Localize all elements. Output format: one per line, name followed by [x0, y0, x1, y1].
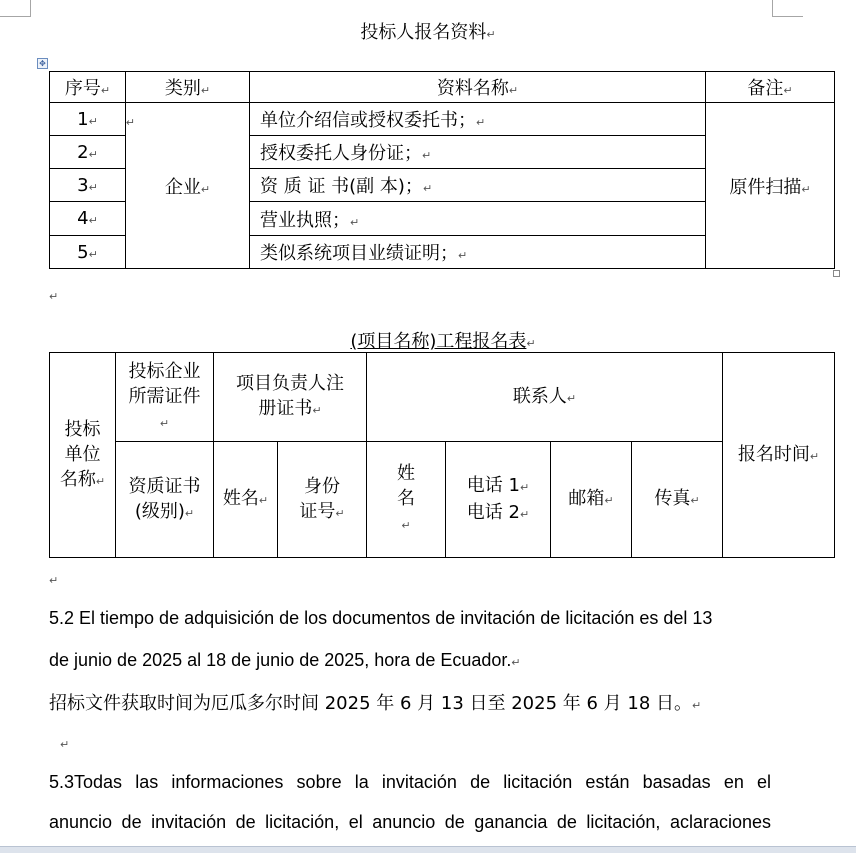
row-no: 1↵ ↵	[50, 103, 126, 136]
fax-header: 传真↵	[632, 442, 723, 558]
header-remark: 备注↵	[706, 72, 835, 103]
material-name: 单位介绍信或授权委托书；↵	[250, 103, 706, 136]
header-category: 类别↵	[126, 72, 250, 103]
header-material-name: 资料名称↵	[250, 72, 706, 103]
paragraph-5-2-es-line2: de junio de 2025 al 18 de junio de 2025, hora de Ecuador.↵	[49, 650, 521, 670]
paragraph-5-3-es-line2: anuncio de invitación de licitación, el anuncio de ganancia de licitación, aclaraciones	[49, 812, 771, 832]
bidder-materials-table	[49, 71, 835, 269]
contact-header: 联系人↵	[367, 353, 723, 442]
table-row	[50, 103, 835, 136]
table-header-row	[50, 72, 835, 103]
email-header: 邮箱↵	[551, 442, 632, 558]
paragraph-5-3-es-line1: 5.3Todas las informaciones sobre la invitación de licitación están basadas en el	[49, 772, 771, 792]
row-no: 2↵	[50, 136, 126, 169]
certs-required-header: 投标企业所需证件↵	[116, 353, 214, 442]
registration-form-title: (项目名称)工程报名表↵	[350, 331, 536, 352]
table-resize-handle[interactable]	[833, 270, 840, 277]
material-name: 资 质 证 书(副 本)；↵	[250, 169, 706, 202]
category-cell: 企业↵	[126, 103, 250, 269]
form-header-row	[50, 353, 835, 442]
crop-mark-top-left	[0, 0, 31, 17]
empty-paragraph-mark: ↵	[49, 290, 59, 303]
row-no: 5↵	[50, 236, 126, 269]
paragraph-5-2-es-line1: 5.2 El tiempo de adquisición de los documentos de invitación de licitación es del 13	[49, 608, 713, 628]
qualification-cert-header: 资质证书(级别)↵	[116, 442, 214, 558]
material-name: 类似系统项目业绩证明；↵	[250, 236, 706, 269]
table-move-handle-icon[interactable]: ✥	[37, 58, 48, 69]
form-subheader-row	[50, 442, 835, 558]
header-no: 序号↵	[50, 72, 126, 103]
empty-paragraph-mark: ↵	[60, 738, 70, 751]
doc-title-bidder-materials: 投标人报名资料↵	[360, 22, 496, 43]
id-number-header: 身份证号↵	[278, 442, 367, 558]
empty-paragraph-mark: ↵	[49, 574, 59, 587]
row-no: 4↵	[50, 202, 126, 236]
crop-mark-top-right	[772, 0, 803, 17]
pm-name-header: 姓名↵	[214, 442, 278, 558]
remark-cell: 原件扫描↵	[706, 103, 835, 269]
contact-name-header: 姓名↵	[367, 442, 446, 558]
material-name: 授权委托人身份证；↵	[250, 136, 706, 169]
paragraph-5-2-zh: 招标文件获取时间为厄瓜多尔时间 2025 年 6 月 13 日至 2025 年 6 月 18 日。↵	[49, 693, 702, 714]
material-name: 营业执照；↵	[250, 202, 706, 236]
registration-form-table	[49, 352, 835, 558]
registration-time-header: 报名时间↵	[723, 353, 835, 558]
phone-header: 电话 1↵ 电话 2↵	[446, 442, 551, 558]
row-no: 3↵	[50, 169, 126, 202]
pm-cert-header: 项目负责人注册证书↵	[214, 353, 367, 442]
bidder-name-header: 投标单位名称↵	[50, 353, 116, 558]
